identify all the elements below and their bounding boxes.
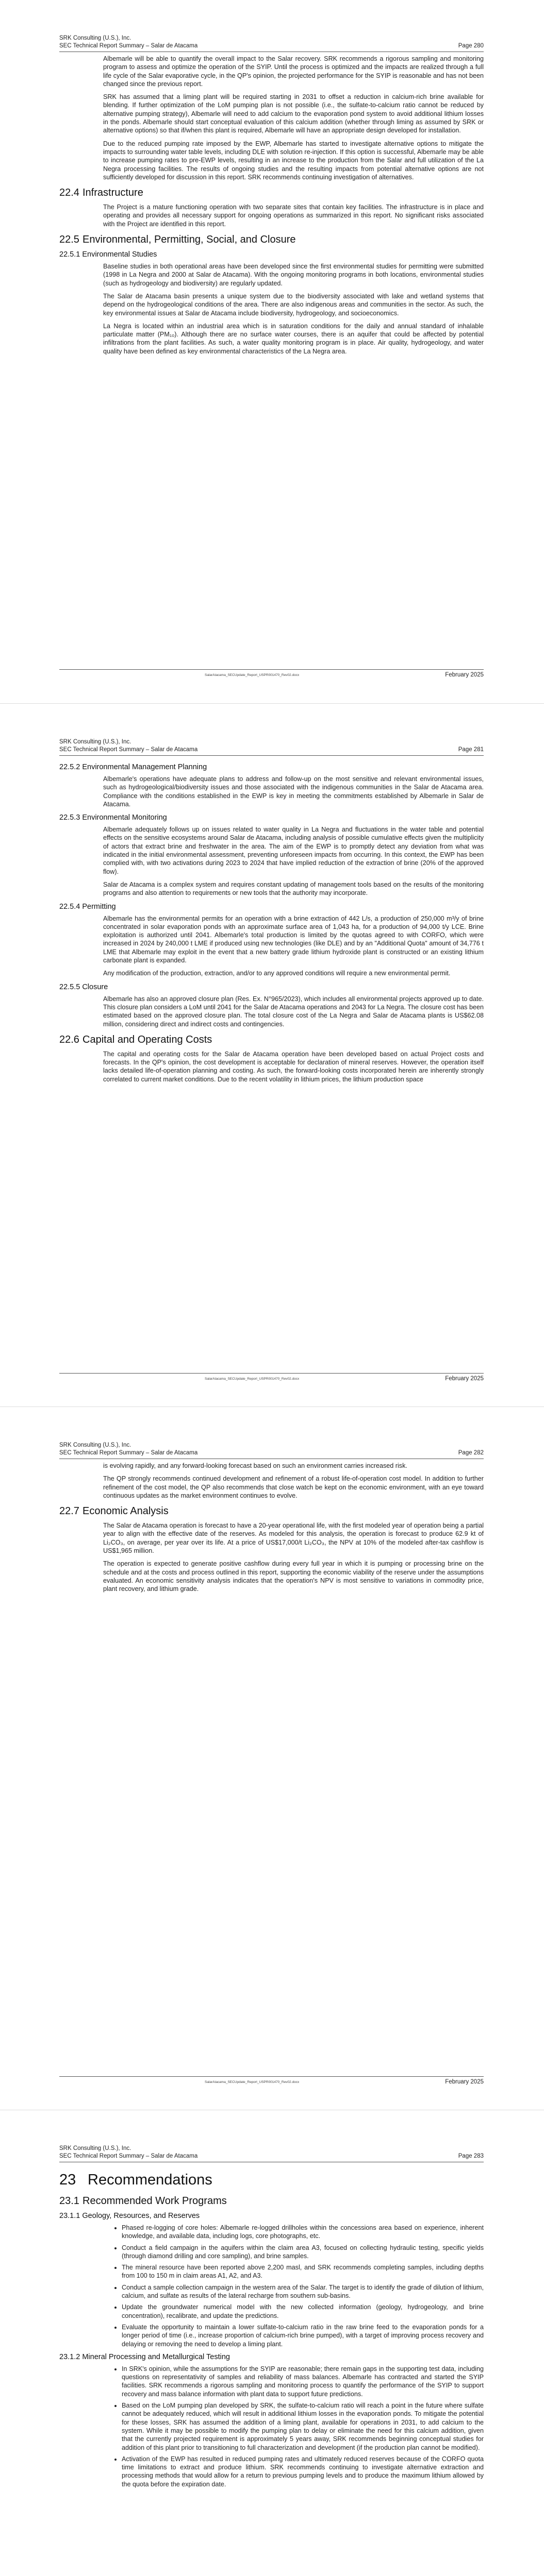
section-number: 23.1.1: [59, 2212, 80, 2220]
page-footer: [59, 672, 484, 678]
header-company: SRK Consulting (U.S.), Inc.: [59, 1442, 131, 1448]
section-heading-22-7: [59, 1505, 484, 1517]
section-number: 22.6: [59, 1033, 79, 1045]
header-company: SRK Consulting (U.S.), Inc.: [59, 739, 131, 745]
list-item: • Conduct a sample collection campaign in the western area of the Salar. The target is to identify the grade of dilution of lithium, calcium, and sulfate as results of the lateral recharge from southern sub-basins.: [122, 2283, 484, 2300]
footer-filename: SalarAtacama_SECUpdate_Report_USPR001470_Rev02.docx: [205, 1377, 300, 1381]
paragraph: Due to the reduced pumping rate imposed by the EWP, Albemarle has started to investigate alternative options to mitigate the impacts to surrounding water table levels, including DLE with solution re-injection. If this option is successful, Albemarle may be able to increase pumping rates to pre-EWP levels, resulting in an increase to the production from the Salar and full utilization of the La Negra processing facilities. The results of ongoing studies and the resulting impacts from potential alternative options are not sufficiently developed for discussion in this report. SRK recommends continuing investigation of alternatives.: [103, 140, 484, 181]
page-footer: [59, 1376, 484, 1382]
page-header: [59, 35, 484, 50]
page-281: [0, 703, 544, 1407]
section-number: 22.5.4: [59, 902, 80, 911]
section-number: 23.1.2: [59, 2352, 80, 2361]
page-282: [0, 1406, 544, 2110]
section-heading-22-6: [59, 1033, 484, 1046]
list-item: • Evaluate the opportunity to maintain a lower sulfate-to-calcium ratio in the raw brine feed to the evaporation ponds for a longer period of time (i.e., increase proportion of calcium-rich brine pumped), with a target of improving process recovery and delaying or removing the need to develop a liming plant.: [122, 2323, 484, 2348]
subsection-heading-23-1-1: [59, 2211, 484, 2221]
section-number: 22.5: [59, 234, 79, 246]
paragraph: The Salar de Atacama basin presents a unique system due to the biodiversity associated with lake and wetland systems that depend on the hydrogeological conditions of the area. There are also indigenous areas and communities in the sector. As such, the key environmental issues at Salar de Atacama include biodiversity, hydrogeology, and socioeconomics.: [103, 292, 484, 317]
section-number: 22.4: [59, 187, 79, 199]
section-number: 22.7: [59, 1505, 79, 1517]
footer-rule: [59, 1373, 484, 1374]
section-number: 22.5.5: [59, 982, 80, 991]
footer-date: February 2025: [445, 672, 484, 678]
subsection-heading-22-5-4: [59, 902, 484, 911]
section-title: Environmental Management Planning: [82, 763, 207, 771]
paragraph: The capital and operating costs for the Salar de Atacama operation have been developed based on actual Project costs and forecasts. In the QP's opinion, the cost development is acceptable for declaration of mineral reserves. However, the operation itself lacks detailed life-of-operation planning and costing. As such, the forward-looking costs incorporated herein are inherently strongly correlated to current market conditions. Due to the recent volatility in lithium prices, the lithium production space: [103, 1050, 484, 1083]
section-title: Closure: [82, 982, 108, 991]
page-number: Page 283: [458, 2153, 484, 2159]
header-company: SRK Consulting (U.S.), Inc.: [59, 2145, 131, 2151]
list-item: • Activation of the EWP has resulted in reduced pumping rates and ultimately reduced reserves because of the CORFO quota time limitations to extract and produce lithium. SRK recommends continuing to investigate alternative extraction and processing methods that would allow for a return to previous pumping levels and to produce the maximum lithium allowed by the quota before the expiration date.: [122, 2455, 484, 2488]
footer-date: February 2025: [445, 1376, 484, 1382]
paragraph: The operation is expected to generate positive cashflow during every full year in which it is pumping or processing brine on the schedule and at the costs and process outlined in this report, supporting the economic viability of the reserve under the assumptions evaluated. An economic sensitivity analysis indicates that the operation's NPV is most sensitive to variations in commodity price, plant recovery, and lithium grade.: [103, 1560, 484, 1593]
list-item: • Based on the LoM pumping plan developed by SRK, the sulfate-to-calcium ratio will reach a point in the future where sulfate cannot be adequately reduced, which will result in additional lithium losses in the evaporation ponds. To mitigate the potential for these losses, SRK has assumed the addition of a liming plant, available for operations in 2031, to add calcium to the system. While it may be possible to modify the pumping plan to delay or eliminate the need for this calcium addition, given that the currently projected requirement is approximately 5 years away, SRK recommends beginning conceptual studies for addition of this plant prior to transitioning to full characterization and development (if the production plan cannot be modified).: [122, 2401, 484, 2452]
subsection-heading-22-5-3: [59, 813, 484, 822]
paragraph: The QP strongly recommends continued development and refinement of a robust life-of-operation cost model. In addition to further refinement of the cost model, the QP also recommends that close watch be kept on the economic environment, with an eye toward continuous updates as the market environment continues to evolve.: [103, 1475, 484, 1499]
section-title: Economic Analysis: [83, 1505, 169, 1517]
header-rule: [59, 755, 484, 756]
header-report-title: SEC Technical Report Summary – Salar de Atacama: [59, 747, 198, 753]
footer-filename: SalarAtacama_SECUpdate_Report_USPR001470_Rev02.docx: [205, 2080, 300, 2084]
list-item: • The mineral resource have been reported above 2,200 masl, and SRK recommends completing samples, including depths from 100 to 150 m in claim areas A1, A2, and A3.: [122, 2263, 484, 2280]
section-heading-22-5: [59, 233, 484, 246]
bullet-list: [59, 2224, 484, 2348]
header-company: SRK Consulting (U.S.), Inc.: [59, 35, 131, 41]
paragraph: The Project is a mature functioning operation with two separate sites that contain key facilities. The infrastructure is in place and operating and provides all necessary support for ongoing operations as summarized in this report. No significant risks associated with the Project are identified in this report.: [103, 204, 484, 228]
paragraph: Salar de Atacama is a complex system and requires constant updating of management tools based on the results of the monitoring programs and also attention to requirements or new tools that the authority may incorporate.: [103, 880, 484, 897]
subsection-heading-22-5-5: [59, 982, 484, 992]
footer-date: February 2025: [445, 2079, 484, 2085]
section-title: Permitting: [82, 902, 116, 911]
section-number: 22.5.1: [59, 250, 80, 259]
page-header: [59, 1442, 484, 1457]
paragraph: Albemarle has the environmental permits for an operation with a brine extraction of 442 L/s, a production of 250,000 m³/y of brine concentrated in solar evaporation ponds with an approximate surface area of 1,043 ha, for a production of 94,000 t/y LCE. Brine exploitation is authorized until 2041. Albemarle's total production is limited by the quotas agreed to with CORFO, which were increased in 2024 by 240,000 t LME if produced using new technologies (like DLE) and by an "Additional Quota" amount of 34,776 t LME that Albemarle may exploit in the event that a new battery grade lithium hydroxide plant is constructed or an existing lithium carbonate plant is expanded.: [103, 914, 484, 964]
section-number: 22.5.2: [59, 763, 80, 771]
header-report-title: SEC Technical Report Summary – Salar de Atacama: [59, 2153, 198, 2159]
header-report-title: SEC Technical Report Summary – Salar de Atacama: [59, 43, 198, 49]
section-title: Recommendations: [88, 2172, 212, 2188]
paragraph: Albemarle's operations have adequate plans to address and follow-up on the most sensitive and relevant environmental issues, such as hydrogeological/biodiversity issues and those associated with the indigenous communities in the Salar de Atacama area. Compliance with the conditions established in the EWP is key in meeting the commitments established by Albemarle in Salar de Atacama.: [103, 775, 484, 808]
section-title: Capital and Operating Costs: [83, 1033, 212, 1045]
page-number: Page 281: [458, 747, 484, 753]
subsection-heading-23-1-2: [59, 2352, 484, 2362]
page-body: [59, 758, 484, 1088]
subsection-heading-22-5-2: [59, 762, 484, 772]
page-283: [0, 2110, 544, 2576]
footer-filename: SalarAtacama_SECUpdate_Report_USPR001470_Rev02.docx: [205, 673, 300, 677]
page-number: Page 282: [458, 1450, 484, 1456]
paragraph: Baseline studies in both operational areas have been developed since the first environmental studies for permitting were submitted (1998 in La Negra and 2000 at Salar de Atacama). With the ongoing monitoring programs in both locations, environmental studies (such as hydrogeology and biodiversity) are regularly updated.: [103, 263, 484, 287]
page-280: [0, 0, 544, 703]
page-number: Page 280: [458, 43, 484, 49]
section-heading-22-4: [59, 187, 484, 199]
header-report-title: SEC Technical Report Summary – Salar de Atacama: [59, 1450, 198, 1456]
section-title: Recommended Work Programs: [83, 2195, 227, 2207]
subsection-heading-22-5-1: [59, 250, 484, 259]
list-item: • Conduct a field campaign in the aquifers within the claim area A3, focused on collecting hydraulic testing, specific yields (through diamond drilling and core sampling), and brine samples.: [122, 2244, 484, 2261]
paragraph: Albemarle adequately follows up on issues related to water quality in La Negra and fluctuations in the water table and potential effects on the sensitive ecosystems around Salar de Atacama, including analysis of possible cumulative effects given the multiplicity of actors that extract brine and freshwater in the area. The aim of the EWP is to promptly detect any deviation from what was indicated in the initial environmental assessment, preventing unforeseen impacts from occurring. In this context, the EWP has been complied with, with two activations during 2023 to 2024 that have implied reduction of the extraction of brine (20% of the approved flow).: [103, 826, 484, 875]
paragraph: Albemarle will be able to quantify the overall impact to the Salar recovery. SRK recommends a rigorous sampling and monitoring program to assess and optimize the operation of the SYIP. Until the process is optimized and the impacts are realized through a full life cycle of the Salar evaporative cycle, in the QP's opinion, the projected performance for the SYIP is reasonable and has not been changed since the previous report.: [103, 55, 484, 88]
section-title: Infrastructure: [83, 187, 143, 199]
paragraph: La Negra is located within an industrial area which is in saturation conditions for the daily and annual standard of inhalable particulate matter (PM₁₀). Although there are no surface water courses, there is an aquifer that could be affected by potential infiltrations from the plant facilities. As such, a water quality monitoring program is in place. Air quality, hydrogeology, and water quality have been defined as key environmental characteristics of the La Negra area.: [103, 322, 484, 355]
page-body: [59, 2168, 484, 2492]
section-title: Mineral Processing and Metallurgical Testing: [82, 2352, 230, 2361]
section-heading-23-1: [59, 2195, 484, 2207]
list-item: • In SRK's opinion, while the assumptions for the SYIP are reasonable; there remain gaps in the supporting test data, including questions on representativity of samples and reliability of mass balances. Albemarle has contracted and started the SYIP facilities. SRK recommends a rigorous sampling and monitoring process to quantify the performance of the SYIP to support recovery and mass balance information with plant data to support future predictions.: [122, 2365, 484, 2398]
paragraph: The Salar de Atacama operation is forecast to have a 20-year operational life, with the first modeled year of operation being a partial year to align with the effective date of the reserves. As modeled for this analysis, the operation is forecast to produce 62.9 kt of Li₂CO₃, on average, per year over its life. At a price of US$17,000/t Li₂CO₃, the NPV at 10% of the modeled after-tax cashflow is US$1,965 million.: [103, 1522, 484, 1555]
section-number: 23: [59, 2172, 76, 2188]
page-body: [59, 55, 484, 360]
paragraph: SRK has assumed that a liming plant will be required starting in 2031 to offset a reduction in calcium-rich brine available for blending. If further optimization of the LoM pumping plan is not possible (i.e., the sulfate-to-calcium ratio cannot be reduced by alternative pumping strategy), Albemarle will need to add calcium to the evaporation pond system to avoid additional lithium losses in the ponds. Albemarle should start conceptual evaluation of this calcium addition (whether through liming as assumed by SRK or alternative options) so that if/when this plant is required, Albemarle will have an appropriate design developed for installation.: [103, 93, 484, 134]
page-header: [59, 2145, 484, 2160]
section-title: Geology, Resources, and Reserves: [82, 2212, 200, 2220]
paragraph: Any modification of the production, extraction, and/or to any approved conditions will require a new environmental permit.: [103, 970, 451, 977]
page-header: [59, 738, 484, 754]
section-title: Environmental, Permitting, Social, and Closure: [83, 234, 296, 246]
chapter-heading-23: [59, 2171, 484, 2189]
section-number: 23.1: [59, 2195, 79, 2207]
footer-rule: [59, 2076, 484, 2077]
list-item: • Phased re-logging of core holes: Albemarle re-logged drillholes within the concessions area based on experience, inherent knowledge, and available data, including logs, core photographs, etc.: [122, 2224, 484, 2241]
bullet-list: [59, 2365, 484, 2488]
section-number: 22.5.3: [59, 814, 80, 822]
page-body: [59, 1462, 484, 1598]
section-title: Environmental Studies: [82, 250, 157, 259]
section-title: Environmental Monitoring: [82, 814, 167, 822]
paragraph: is evolving rapidly, and any forward-looking forecast based on such an environment carries increased risk.: [103, 1462, 407, 1469]
list-item: • Update the groundwater numerical model with the new collected information (geology, hydrogeology, and brine concentration), recalibrate, and update the predictions.: [122, 2303, 484, 2320]
paragraph: Albemarle has also an approved closure plan (Res. Ex. N°965/2023), which includes all environmental projects approved up to date. This closure plan considers a LoM until 2041 for the Salar de Atacama operations and 2043 for La Negra. The closure cost has been estimated based on the approved closure plan. The total closure cost of the La Negra and Salar de Atacama plants is US$62.08 million, considering direct and indirect costs and contingencies.: [103, 995, 484, 1028]
page-footer: [59, 2079, 484, 2085]
footer-rule: [59, 669, 484, 670]
